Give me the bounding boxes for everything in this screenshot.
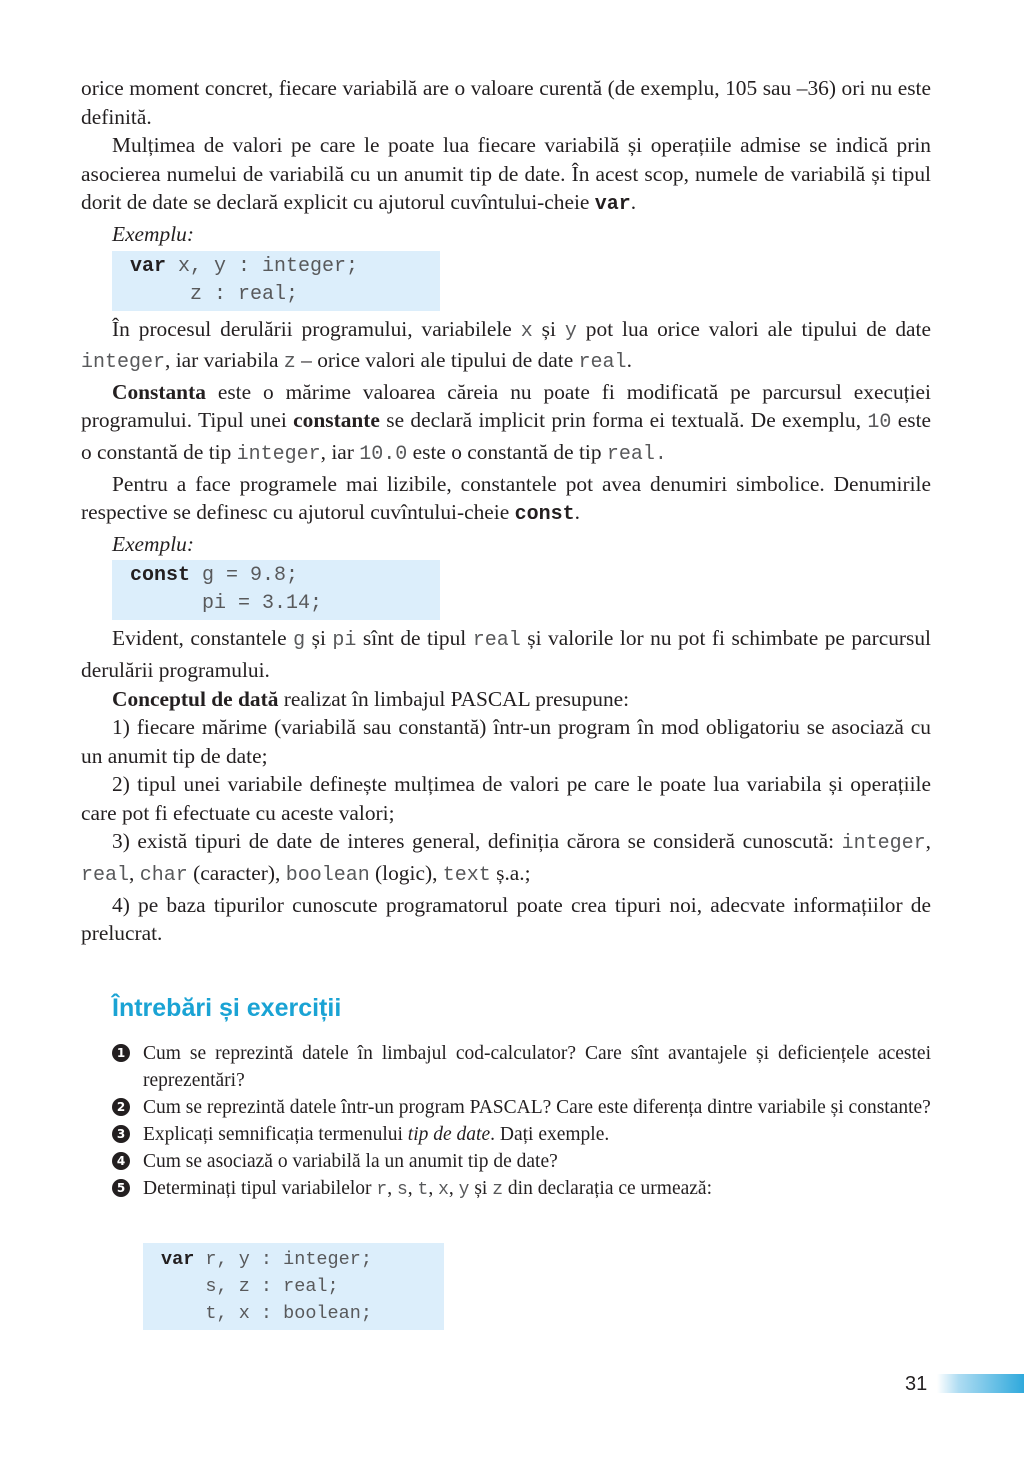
inline-code: text <box>442 864 491 888</box>
page-body <box>81 74 931 948</box>
code-keyword: const <box>130 564 191 588</box>
text-span: ș.a.; <box>490 861 531 886</box>
inline-code: integer <box>81 351 166 375</box>
question-text: , <box>407 1178 418 1199</box>
bold-term: constante <box>293 408 380 433</box>
page-number-accent-bar <box>937 1374 1024 1393</box>
text-span: Evident, constantele <box>112 626 294 651</box>
text-span: este o constantă de tip <box>407 439 607 464</box>
inline-code: 10.0 <box>359 442 408 466</box>
code-keyword: var <box>161 1249 195 1270</box>
inline-code: x <box>438 1180 449 1200</box>
inline-code: s <box>396 1180 408 1200</box>
example-label: Exemplu: <box>112 221 194 246</box>
text-span: și valorile lor nu pot fi schimbate pe parcursul derulării programului. <box>81 626 931 682</box>
list-item: 1) fiecare mărime (variabilă sau constantă) într-un program în mod obligatoriu se asociază cu un anumit tip de date; <box>81 715 931 768</box>
code-line: r, y : integer; <box>194 1249 372 1270</box>
paragraph-variables-explanation <box>81 315 931 378</box>
inline-code: real <box>472 629 521 653</box>
inline-code: pi <box>332 629 357 653</box>
example-label: Exemplu: <box>112 531 194 556</box>
code-line: x, y : integer; <box>166 254 359 278</box>
inline-code: integer <box>841 832 926 856</box>
question-text: Determinați tipul variabilelor <box>143 1178 377 1199</box>
inline-code: y <box>458 1180 470 1200</box>
text-span: 3) există tipuri de date de interes general, definiția cărora se consideră cunoscută: <box>112 829 842 854</box>
inline-code: real <box>578 351 627 375</box>
text-span: și <box>305 626 333 651</box>
question-number-badge: 2 <box>112 1098 130 1116</box>
inline-code: 10 <box>867 411 892 435</box>
italic-term: tip de date <box>407 1124 491 1145</box>
question-text: și <box>469 1178 493 1199</box>
code-line: g = 9.8; <box>190 564 299 588</box>
code-block-const <box>112 560 440 620</box>
text-span: și <box>532 316 565 341</box>
inline-code: char <box>139 864 188 888</box>
list-item: 2) tipul unei variabile definește mulțimea de valori pe care le poate lua variabila și operațiile care pot fi efectuate cu aceste valori; <box>81 772 931 825</box>
inline-code: r <box>376 1180 388 1200</box>
keyword-const: const <box>514 503 575 527</box>
inline-code: integer <box>236 442 321 466</box>
text-span: . <box>626 348 632 373</box>
question-item <box>112 1148 931 1175</box>
bold-term: Constanta <box>112 379 206 404</box>
text-span: , <box>925 829 931 854</box>
text-span: Mulțimea de valori pe care le poate lua fiecare variabilă și operațiile admise se indică prin asocierea numelui de variabilă cu un anumit tip de date. În acest scop, numele de variabilă și tipul dorit de date se declară explicit cu ajutorul cuvîntului-cheie <box>81 133 931 215</box>
paragraph-constant-definition <box>81 378 931 470</box>
text-span: este o constantă de tip <box>81 408 932 464</box>
code-line: s, z : real; <box>161 1276 339 1297</box>
inline-code: boolean <box>285 864 370 888</box>
text-span: orice moment concret, fiecare variabilă are o valoare curentă (de exemplu, 105 sau –36) ori nu este definită. <box>81 76 931 129</box>
text-span: , <box>129 861 140 886</box>
paragraph-constants-explanation <box>81 624 931 684</box>
question-text: , <box>448 1178 459 1199</box>
list-item: 4) pe baza tipurilor cunoscute programatorul poate crea tipuri noi, adecvate informațiilor de prelucrat. <box>81 892 931 946</box>
question-text: , <box>428 1178 439 1199</box>
question-text: , <box>387 1178 397 1199</box>
text-span: (caracter), <box>187 861 286 886</box>
question-text: Cum se asociază o variabilă la un anumit tip de date? <box>143 1151 558 1172</box>
inline-code: real <box>81 864 130 888</box>
question-number-badge: 5 <box>112 1179 130 1197</box>
question-text: Cum se reprezintă datele într-un program PASCAL? Care este diferența dintre variabile și constante? <box>143 1097 931 1118</box>
paragraph-const-keyword <box>81 470 931 530</box>
bold-term: Conceptul de dată <box>112 686 279 711</box>
question-text: Explicați semnificația termenului <box>143 1124 408 1145</box>
inline-code: real. <box>606 442 667 466</box>
inline-code: z <box>492 1180 504 1200</box>
inline-code: z <box>283 351 296 375</box>
question-number-badge: 1 <box>112 1044 130 1062</box>
question-item <box>112 1094 931 1121</box>
inline-code: y <box>564 319 577 343</box>
code-block-var <box>112 251 440 311</box>
code-line: pi = 3.14; <box>130 592 323 616</box>
inline-code: t <box>417 1180 429 1200</box>
question-text: din declarația ce urmează: <box>503 1178 712 1199</box>
section-title-questions: Întrebări și exerciții <box>112 994 342 1022</box>
text-span: În procesul derulării programului, variabilele <box>112 316 521 341</box>
inline-code: x <box>520 319 533 343</box>
text-span: (logic), <box>369 861 443 886</box>
text-span: este o mărime valoarea căreia nu poate fi modificată pe parcursul execuției programului. Tipul unei <box>81 379 931 433</box>
question-text: . Dați exemple. <box>490 1124 610 1145</box>
text-span: . <box>574 500 580 525</box>
text-span: – orice valori ale tipului de date <box>295 348 579 373</box>
question-number-badge: 4 <box>112 1152 130 1170</box>
text-span: Pentru a face programele mai lizibile, constantele pot avea denumiri simbolice. Denumirile respective se definesc cu ajutorul cuvîntului-cheie <box>81 471 931 525</box>
question-text: Cum se reprezintă datele în limbajul cod-calculator? Care sînt avantajele și deficiențele acestei reprezentări? <box>143 1043 931 1091</box>
keyword-var: var <box>594 193 631 217</box>
text-span: sînt de tipul <box>356 626 473 651</box>
paragraph-data-concept <box>81 685 931 714</box>
text-span: , iar variabila <box>165 348 284 373</box>
code-line: z : real; <box>130 282 299 306</box>
code-block-exercise <box>143 1243 444 1330</box>
code-line: t, x : boolean; <box>161 1303 372 1324</box>
page-number: 31 <box>905 1373 928 1395</box>
inline-code: g <box>293 629 306 653</box>
question-number-badge: 3 <box>112 1125 130 1143</box>
question-item <box>112 1175 931 1204</box>
paragraph-var-declaration <box>81 131 931 220</box>
text-span: realizat în limbajul PASCAL presupune: <box>278 686 630 711</box>
questions-list <box>112 1040 931 1204</box>
text-span: se declară implicit prin forma ei textuală. De exemplu, <box>379 408 868 433</box>
code-keyword: var <box>130 254 167 278</box>
question-item <box>112 1121 931 1148</box>
text-span: . <box>630 190 637 215</box>
question-item <box>112 1040 931 1094</box>
text-span: pot lua orice valori ale tipului de date <box>576 316 931 341</box>
paragraph-intro <box>81 74 931 131</box>
list-item <box>81 827 931 890</box>
text-span: , iar <box>320 439 360 464</box>
